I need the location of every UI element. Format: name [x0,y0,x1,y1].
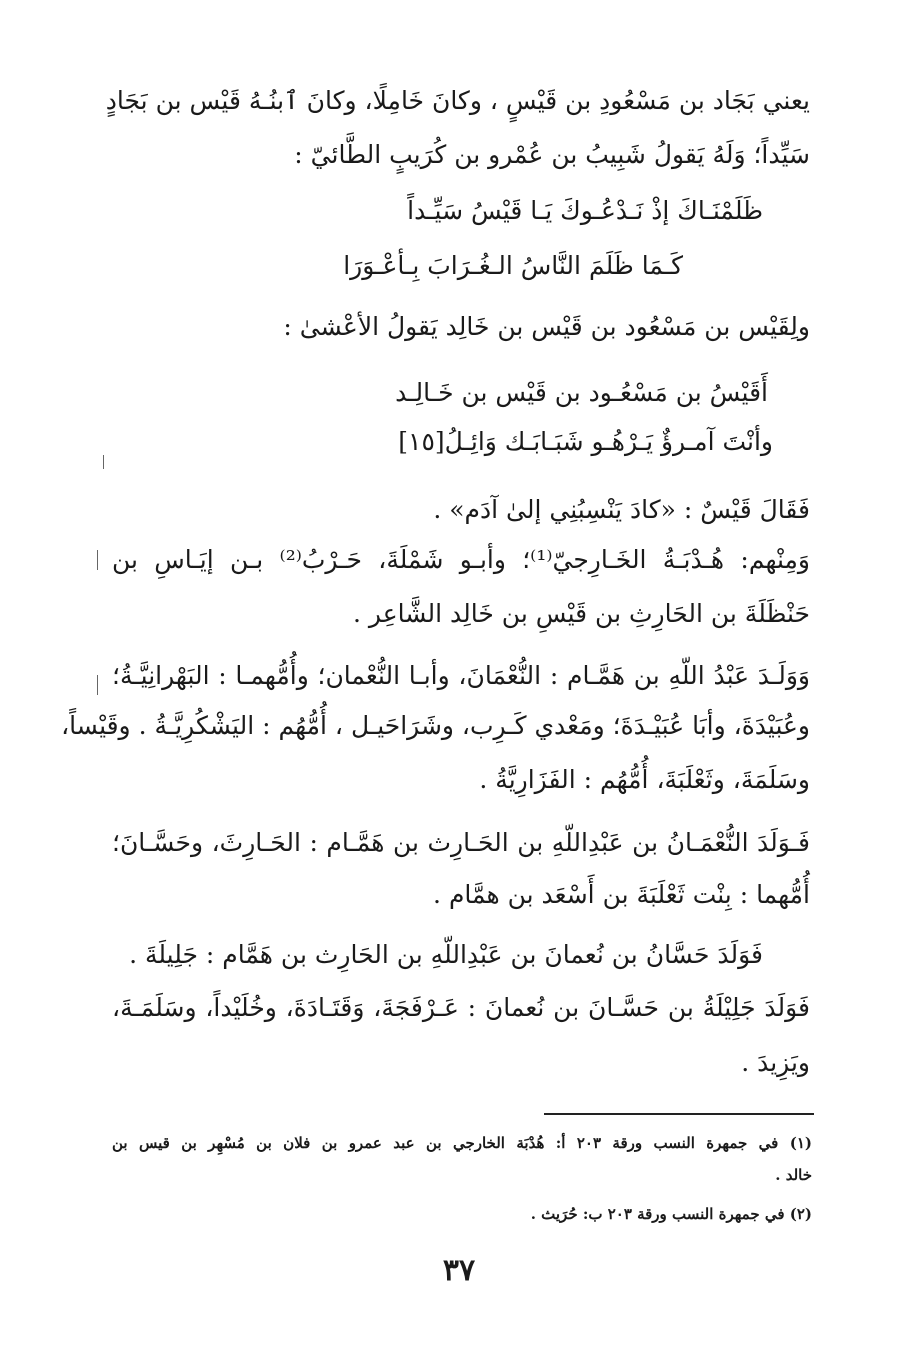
body-line-11: أُمُّهما : بِنْت ثَعْلَبَةَ بن أَسْعَد بن همَّام . [433,880,810,909]
margin-mark [103,455,104,469]
body-line-5: وَمِنْهم: هُـدْبَـةُ الخَـارِجيّ⁽¹⁾؛ وأبـو شَمْلَةَ، حَـرْبُ⁽²⁾ بـن إيَـاسِ بن [112,545,811,574]
page-number: ٣٧ [442,1253,476,1288]
footnote-2: (٢) في جمهرة النسب ورقة ٢٠٣ ب: حُرَيث . [530,1205,812,1223]
body-line-9: وسَلَمَةَ، وثَعْلَبَةَ، أُمُّهُم : الفَزَارِيَّةُ . [479,765,810,794]
body-line-3: ولِقَيْس بن مَسْعُود بن قَيْس بن خَالِد يَقولُ الأعْشىٰ : [283,312,810,341]
body-line-4: فَقَالَ قَيْسٌ : «كادَ يَنْسِبُنِي إلىٰ آدَم» . [433,495,810,524]
body-line-10: فَـوَلَدَ النُّعْمَـانُ بن عَبْدِاللّهِ بن الحَـارِث بن هَمَّـام : الحَـارِثَ، وحَسَّـانَ؛ [112,828,810,857]
body-line-1: يعني بَجَاد بن مَسْعُودِ بن قَيْسٍ ، وكانَ خَامِلًا، وكانَ ٱبنُـهُ قَيْس بن بَجَادٍ [105,86,810,115]
body-line-7: وَوَلَـدَ عَبْدُ اللّهِ بن هَمَّـام : النُّعْمَانَ، وأبـا النُّعْمان؛ وأُمُّهمـا : البَهْرانِيَّـةُ؛ [112,661,810,690]
footnote-1-continued: خالد . [775,1166,812,1184]
verse-line-3: أَقَيْسُ بن مَسْعُـود بن قَيْس بن خَـالِـد [395,378,768,407]
footnote-1: (١) في جمهرة النسب ورقة ٢٠٣ أ: هُدْبَة الخارجي بن عبد عمرو بن فلان بن مُسْهِر بن قيس بن [112,1134,813,1152]
body-line-13: فَوَلَدَ جَلِيْلَةُ بن حَسَّـانَ بن نُعمانَ : عَـرْفَجَةَ، وَقَتَـادَةَ، وخُلَيْداً، وسَلَمَـةَ، [112,993,810,1022]
body-line-12: فَوَلَدَ حَسَّانُ بن نُعمانَ بن عَبْدِاللّهِ بن الحَارِث بن هَمَّام : جَلِيلَةَ . [129,940,763,969]
body-line-14: ويَزِيدَ . [741,1048,810,1077]
margin-mark [97,550,98,570]
margin-mark [97,675,98,695]
body-line-6: حَنْظَلَةَ بن الحَارِثِ بن قَيْسِ بن خَالِد الشَّاعِر . [353,599,810,628]
body-line-8: وعُبَيْدَةَ، وأبَا عُبَيْـدَةَ؛ ومَعْدي كَـرِب، وشَرَاحَيـل ، أُمُّهُم : اليَشْكُرِيَّـةُ . وقَيْساً، [61,711,810,740]
body-line-2: سَيِّداً؛ وَلَهُ يَقولُ شَبِيبُ بن عُمْرو بن كُرَيبٍ الطَّائيّ : [294,140,810,169]
verse-line-1: ظَلَمْنَـاكَ إذْ نَـدْعُـوكَ يَـا قَيْسُ سَيِّـداً [407,196,763,225]
verse-line-4: وأنْتَ آمـرؤٌ يَـرْهُـو شَبَـابَـك وَائِـلُ[١٥] [398,427,773,456]
footnote-separator [544,1113,814,1115]
verse-line-2: كَـمَا ظَلَمَ النَّاسُ الـغُـرَابَ بِـأعْـوَرَا [343,251,683,280]
